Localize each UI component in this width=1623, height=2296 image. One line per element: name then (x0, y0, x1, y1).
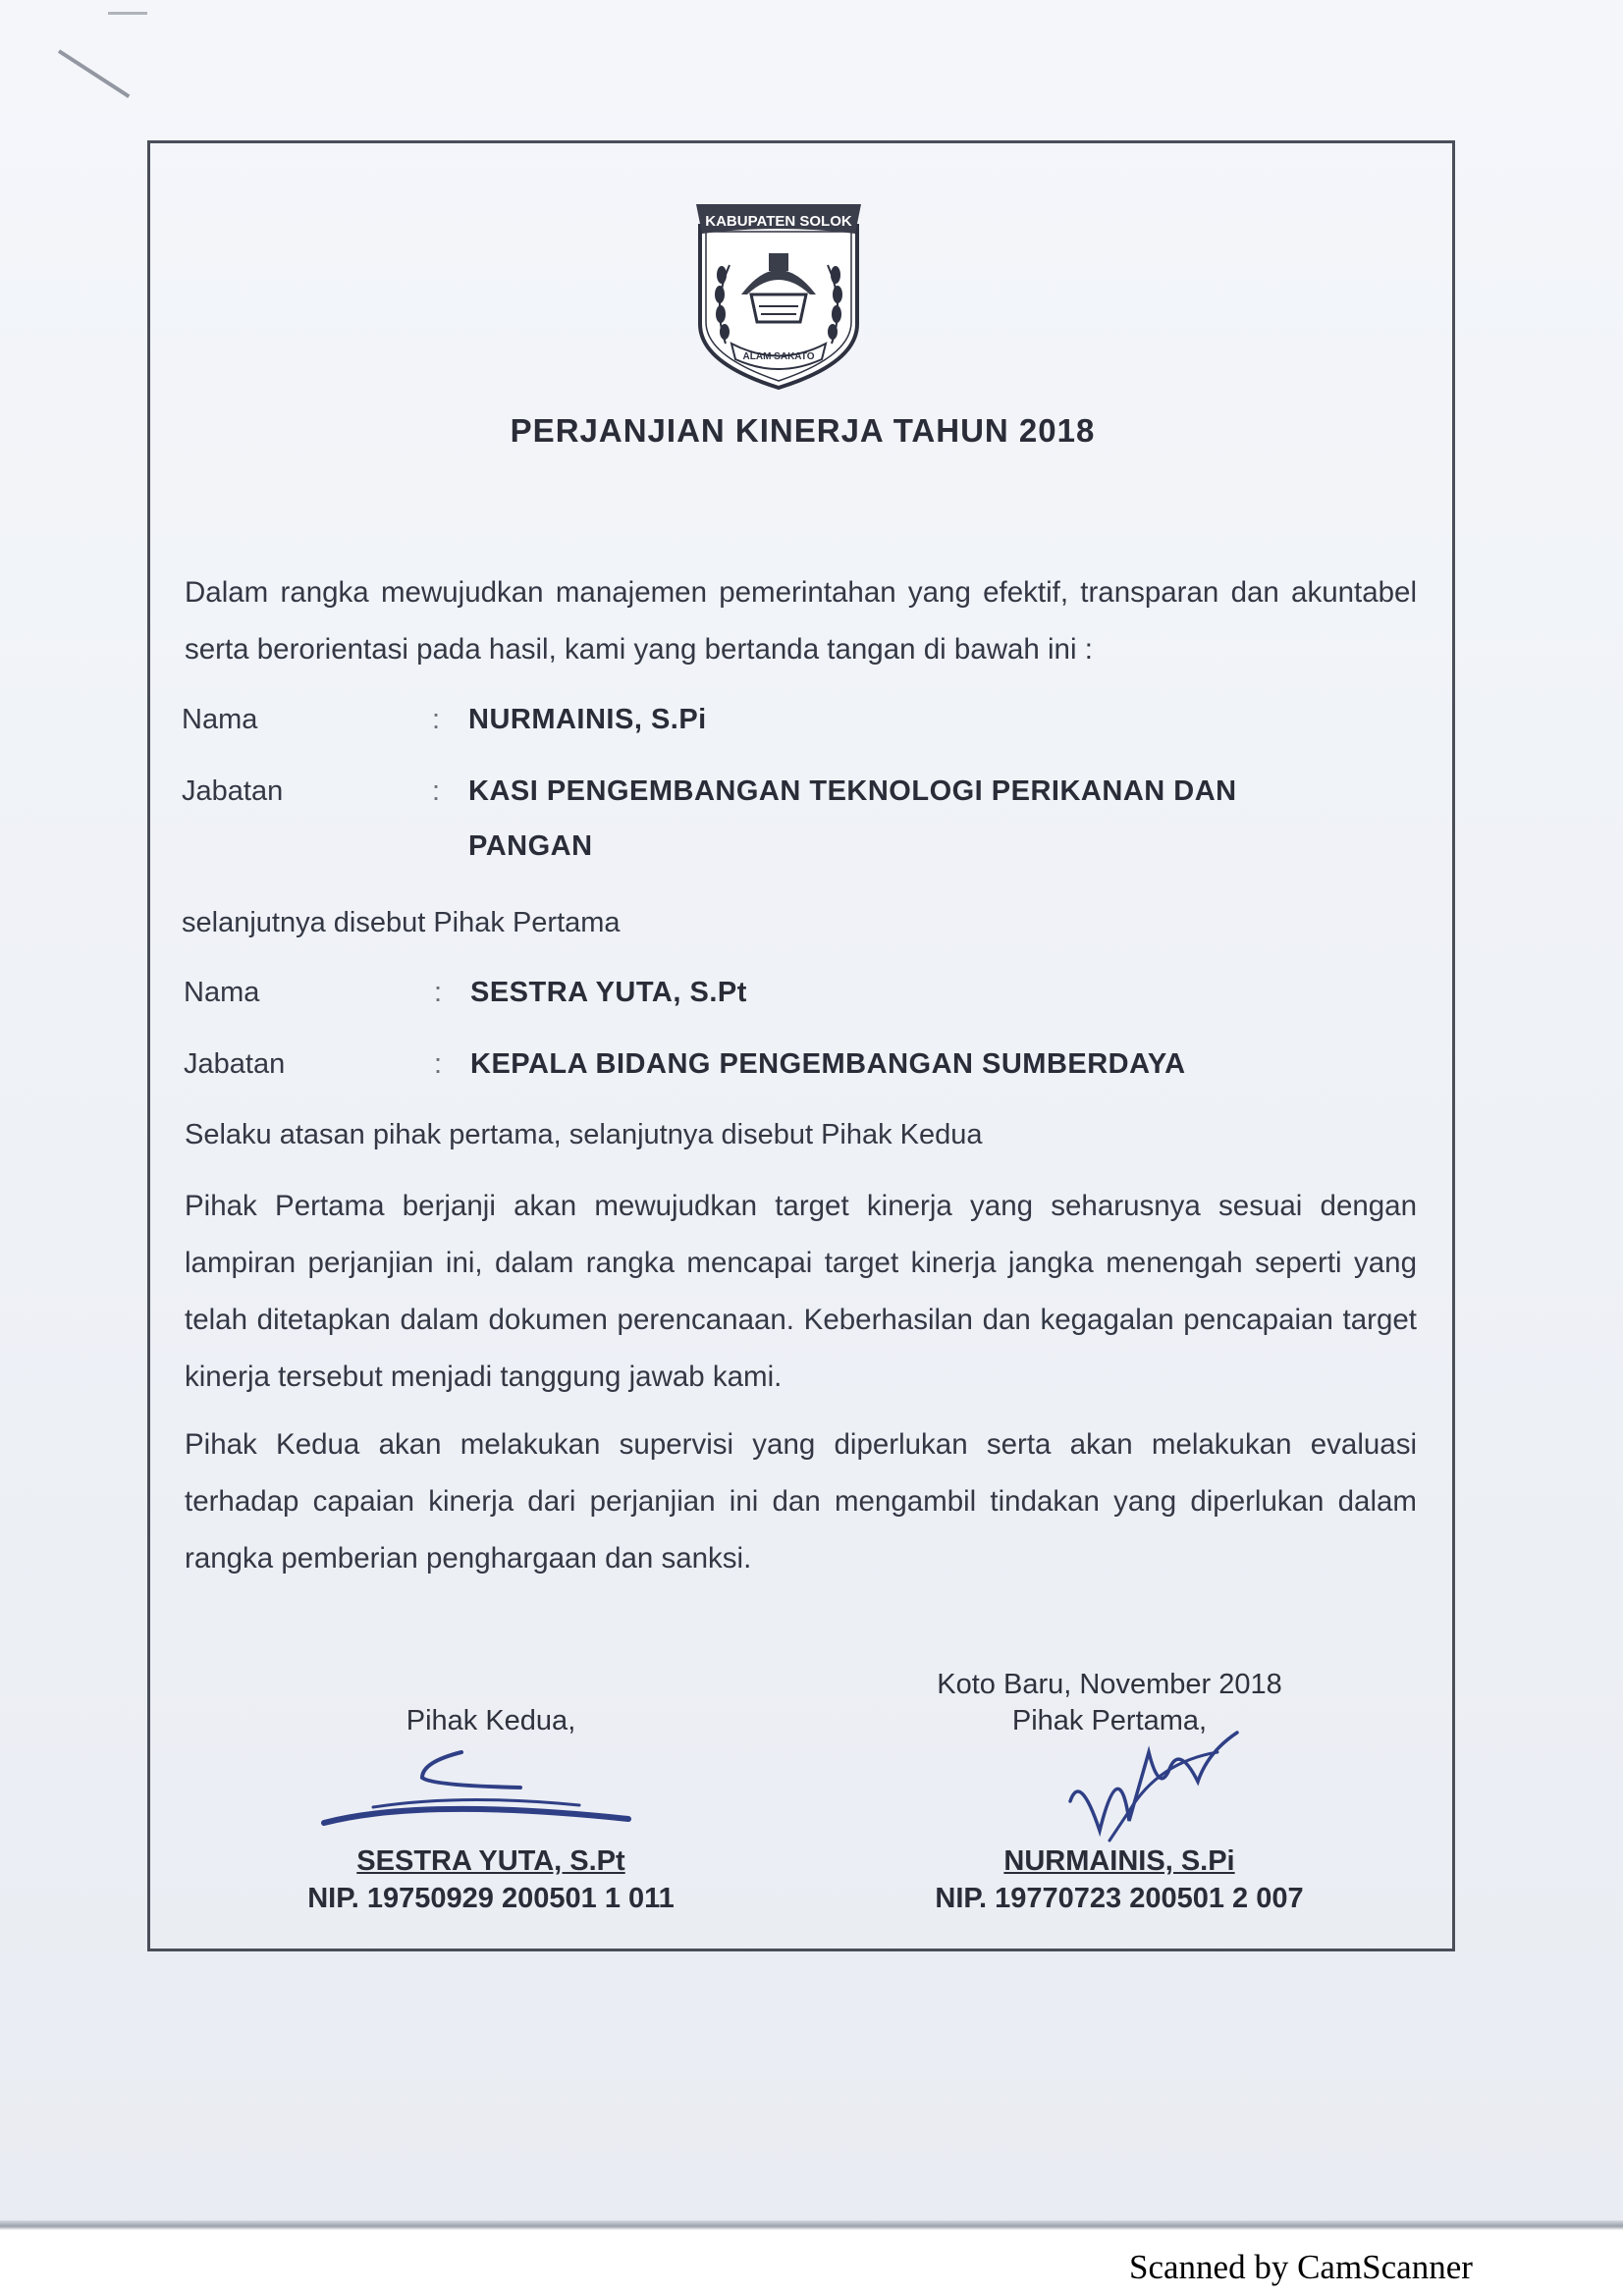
right-signer-role: Pihak Pertama, (1011, 1705, 1208, 1736)
right-signer-nip: NIP. 19770723 200501 2 007 (935, 1883, 1304, 1914)
colon: : (434, 1048, 443, 1080)
intro-paragraph: Dalam rangka mewujudkan manajemen pemerintahan yang efektif, transparan dan akuntabel serta berorientasi pada hasil, kami yang bertanda tangan di bawah ini : (185, 576, 1417, 666)
right-signature-icon (1051, 1713, 1247, 1860)
left-signature-icon (304, 1742, 638, 1841)
commitment-paragraph: Pihak Pertama berjanji akan mewujudkan target kinerja yang seharusnya sesuai dengan lampiran perjanjian ini, dalam rangka mencapai target kinerja jangka menengah seperti yang telah ditetapkan dalam dokumen perencanaan. Keberhasilan dan kegagalan pencapaian target kinerja tersebut menjadi tanggung jawab kami. (185, 1190, 1417, 1393)
scan-edge (0, 2220, 1623, 2230)
left-signer-nip: NIP. 19750929 200501 1 011 (307, 1883, 675, 1914)
right-signer-name: NURMAINIS, S.Pi (1003, 1845, 1235, 1877)
first-party-designation: selanjutnya disebut Pihak Pertama (182, 907, 621, 938)
second-party-name-label: Nama (184, 977, 260, 1008)
svg-text:ALAM SAKATO: ALAM SAKATO (742, 351, 815, 362)
second-party-designation: Selaku atasan pihak pertama, selanjutnya disebut Pihak Kedua (185, 1119, 983, 1150)
second-party-name-value: SESTRA YUTA, S.Pt (470, 977, 747, 1008)
first-party-name-value: NURMAINIS, S.Pi (468, 704, 707, 735)
left-signer-name: SESTRA YUTA, S.Pt (356, 1845, 625, 1877)
first-party-name-label: Nama (182, 704, 258, 735)
colon: : (432, 775, 441, 807)
camscanner-watermark: Scanned by CamScanner (1129, 2248, 1473, 2286)
place-date: Koto Baru, November 2018 (937, 1669, 1282, 1700)
svg-text:KABUPATEN SOLOK: KABUPATEN SOLOK (705, 213, 852, 230)
second-party-position-value: KEPALA BIDANG PENGEMBANGAN SUMBERDAYA (470, 1048, 1186, 1080)
kabupaten-solok-emblem-icon (692, 196, 865, 393)
document-title: PERJANJIAN KINERJA TAHUN 2018 (510, 412, 1096, 449)
second-party-position-label: Jabatan (184, 1048, 286, 1080)
colon: : (432, 704, 441, 735)
colon: : (434, 977, 443, 1008)
first-party-position-value-line2: PANGAN (468, 830, 593, 862)
scratch-mark (108, 12, 147, 15)
left-signer-role: Pihak Kedua, (406, 1705, 576, 1736)
first-party-position-value-line1: KASI PENGEMBANGAN TEKNOLOGI PERIKANAN DAN (468, 775, 1237, 807)
first-party-position-label: Jabatan (182, 775, 284, 807)
supervision-paragraph: Pihak Kedua akan melakukan supervisi yang diperlukan serta akan melakukan evaluasi terhadap capaian kinerja dari perjanjian ini dan mengambil tindakan yang diperlukan dalam rangka pemberian penghargaan dan sanksi. (185, 1428, 1417, 1575)
